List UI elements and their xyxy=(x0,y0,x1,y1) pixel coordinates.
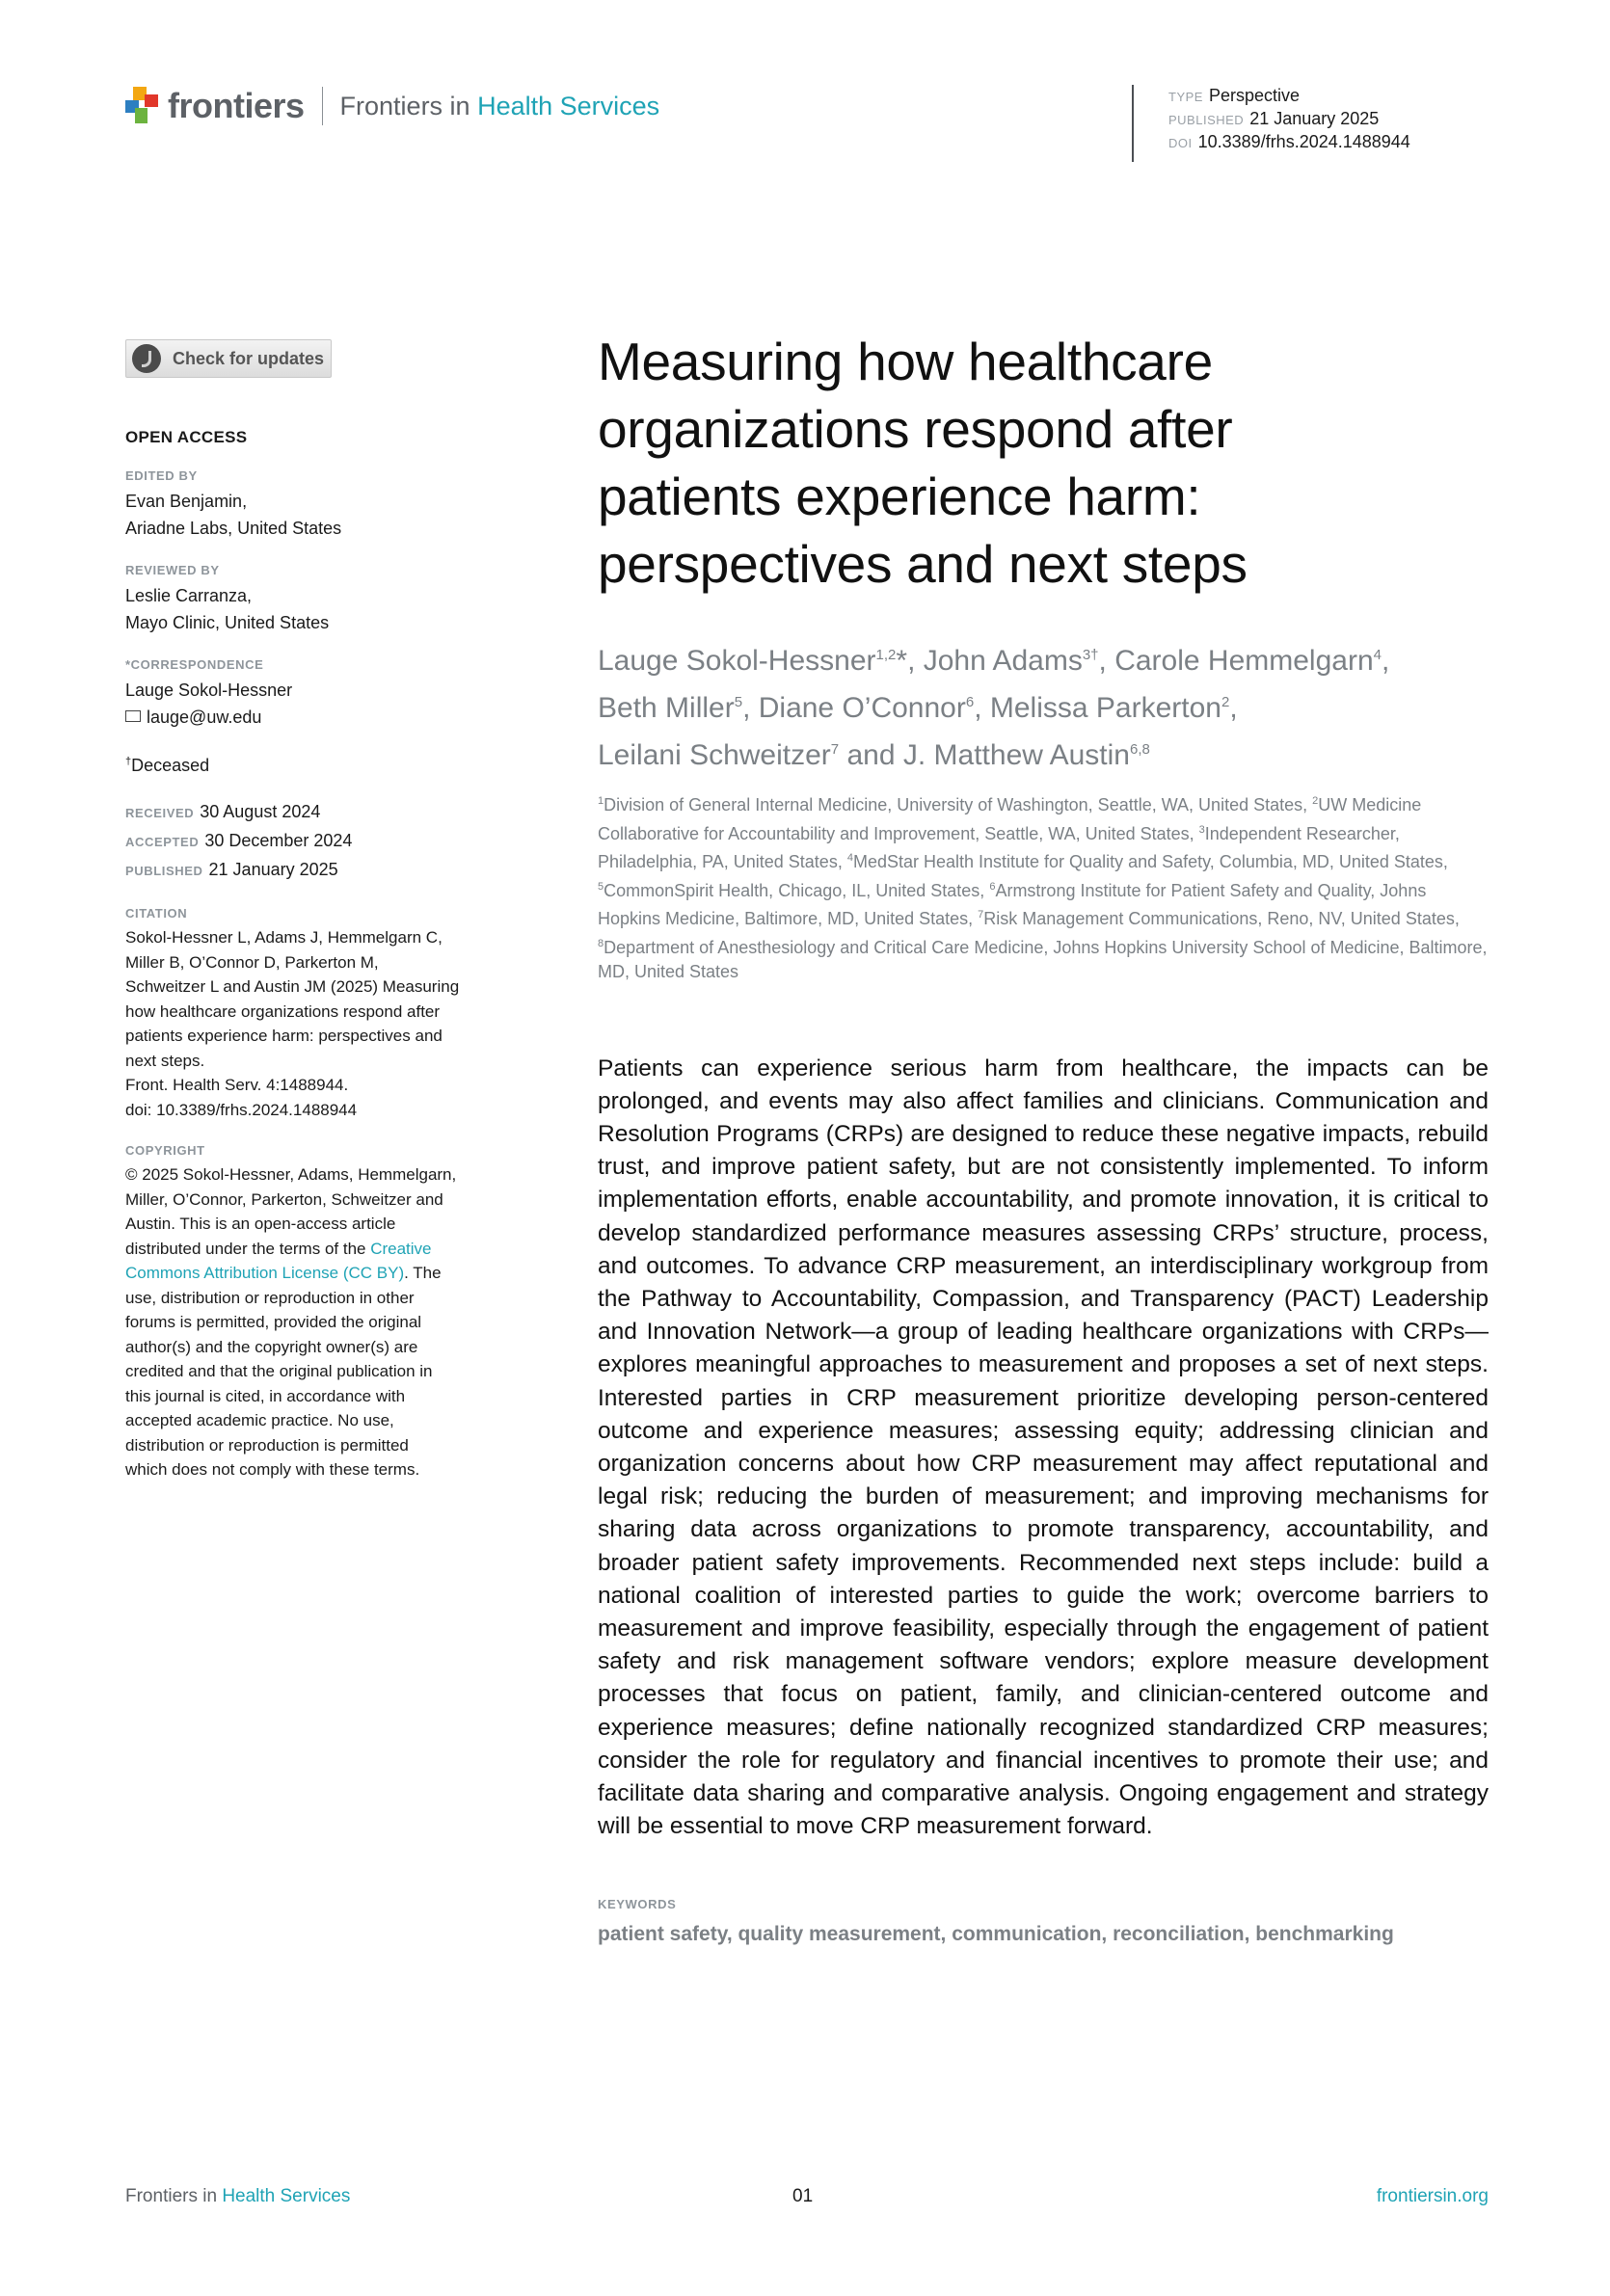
copyright-text xyxy=(125,1162,540,1482)
accepted-value: 30 December 2024 xyxy=(204,831,353,850)
doi-link[interactable]: 10.3389/frhs.2024.1488944 xyxy=(1197,132,1410,151)
affil-number: 5 xyxy=(598,880,604,893)
citation-line: how healthcare organizations respond after xyxy=(125,1001,441,1021)
affiliations xyxy=(598,789,1489,985)
author-affil-sup: 4 xyxy=(1373,647,1382,663)
dates-block xyxy=(125,798,540,885)
correspondence-name: Lauge Sokol-Hessner xyxy=(125,681,293,700)
sidebar-published-label: PUBLISHED xyxy=(125,864,203,878)
copyright-line: Austin. This is an open-access article xyxy=(125,1215,396,1233)
author-affil-sup: 2 xyxy=(1221,694,1230,710)
copyright-line: author(s) and the copyright owner(s) are xyxy=(125,1337,418,1356)
title-line: patients experience harm: xyxy=(598,467,1201,526)
author-affil-sup: 6,8 xyxy=(1129,741,1150,758)
author-line xyxy=(598,729,1489,776)
author-line xyxy=(598,681,1489,729)
brand-divider xyxy=(322,87,323,125)
affil-number: 6 xyxy=(989,880,996,893)
cc-license-link[interactable]: Creative xyxy=(370,1239,432,1258)
journal-name xyxy=(340,92,660,121)
citation-line: patients experience harm: perspectives and xyxy=(125,1027,443,1045)
copyright-line: use, distribution or reproduction in other xyxy=(125,1288,415,1307)
logo-wordmark: frontiers xyxy=(168,86,305,125)
affil-text: Armstrong Institute for Patient Safety and Quality, Johns Hopkins Medicine, Baltimore, MD, United States, xyxy=(598,880,1427,928)
sidebar xyxy=(125,339,540,1482)
author-name[interactable]: Melissa Parkerton xyxy=(989,692,1221,724)
affil-text: Independent Researcher, Philadelphia, PA, United States, xyxy=(598,823,1400,871)
author-mark: * xyxy=(896,645,908,677)
doi-label: DOI xyxy=(1168,136,1193,150)
deceased-note xyxy=(125,748,540,779)
copyright-line: © 2025 Sokol-Hessner, Adams, Hemmelgarn, xyxy=(125,1165,457,1184)
abstract: Patients can experience serious harm from healthcare, the impacts can be prolonged, and events may also affect families and clinicians. Communication and Resolution Programs (CRPs) are designed to reduce these negative impacts, rebuild trust, and improve patient safety, but are not consistently implemented. To inform implementation efforts, enable accountability, and promote innovation, it is critical to develop standardized performance measures assessing CRPs’ structure, process, and outcomes. To advance CRP measurement, an interdisciplinary workgroup from the Pathway to Accountability, Compassion, and Transparency (PACT) Leadership and Innovation Network—a group of leading healthcare organizations with CRPs—explores meaningful approaches to measurement and proposes a set of next steps. Interested parties in CRP measurement prioritize developing person-centered outcome and experience measures; assessing equity; addressing clinician and organization concerns about how CRP measurement may affect reputational and legal risk; reducing the burden of measurement; and improving mechanisms for sharing data across organizations to promote transparency, accountability, and broader patient safety improvements. Recommended next steps include: build a national coalition of interested parties to guide the work; overcome barriers to measurement and improve feasibility, especially through the engagement of patient safety and risk management software vendors; explore measure development processes that focus on patient, family, and clinician-centered outcome and experience measures; define nationally recognized standardized CRP measures; consider the role for regulatory and financial incentives to promote their use; and facilitate data sharing and comparative analysis. Ongoing engagement and strategy will be essential to move CRP measurement forward. xyxy=(598,1055,1489,1840)
affil-text: CommonSpirit Health, Chicago, IL, United States, xyxy=(604,880,990,900)
author-name[interactable]: John Adams xyxy=(923,645,1083,677)
author-name[interactable]: Carole Hemmelgarn xyxy=(1114,645,1374,677)
published-label: PUBLISHED xyxy=(1168,113,1245,127)
author-sep: , xyxy=(974,692,990,724)
author-sep: , xyxy=(907,645,924,677)
keywords: patient safety, quality measurement, communication, reconciliation, benchmarking xyxy=(598,1923,1394,1946)
footer-journal-highlight[interactable]: Health Services xyxy=(222,2186,351,2206)
affil-text: UW Medicine Collaborative for Accountability and Improvement, Seattle, WA, United States, xyxy=(598,795,1422,843)
received-value: 30 August 2024 xyxy=(200,802,321,821)
copyright-line: distribution or reproduction is permitted xyxy=(125,1435,409,1455)
author-affil-sup: 7 xyxy=(830,741,840,758)
citation-label: CITATION xyxy=(125,906,188,921)
affil-number: 8 xyxy=(598,937,604,949)
footer-journal-prefix: Frontiers in xyxy=(125,2186,218,2206)
author-affil-sup: 6 xyxy=(965,694,975,710)
footer-site-link[interactable]: frontiersin.org xyxy=(1376,2186,1489,2206)
sidebar-published-row xyxy=(125,856,540,885)
copyright-line xyxy=(125,1237,540,1262)
title-line: perspectives and next steps xyxy=(598,534,1248,594)
received-row xyxy=(125,798,540,827)
copyright-line: which does not comply with these terms. xyxy=(125,1460,420,1479)
citation-line: Sokol-Hessner L, Adams J, Hemmelgarn C, xyxy=(125,928,443,947)
keywords-label: KEYWORDS xyxy=(598,1897,677,1912)
journal-highlight: Health Services xyxy=(477,91,660,120)
author-name[interactable]: J. Matthew Austin xyxy=(902,739,1130,771)
author-name[interactable]: Beth Miller xyxy=(598,692,735,724)
deceased-text: Deceased xyxy=(131,756,210,775)
doi-row[interactable] xyxy=(1168,131,1410,154)
reviewer-name: Leslie Carranza, xyxy=(125,586,253,605)
cc-license-link-continued[interactable]: Commons Attribution License (CC BY) xyxy=(125,1264,405,1282)
affil-number: 7 xyxy=(978,909,984,921)
article-main xyxy=(598,328,1489,1946)
author-name[interactable]: Leilani Schweitzer xyxy=(598,739,831,771)
check-updates-label: Check for updates xyxy=(173,348,325,368)
published-value: 21 January 2025 xyxy=(1249,109,1380,128)
affil-number: 1 xyxy=(598,795,604,807)
type-row xyxy=(1168,85,1410,108)
article-meta xyxy=(1132,85,1410,162)
copyright-line: credited and that the original publication in xyxy=(125,1362,433,1380)
affil-text: Risk Management Communications, Reno, NV, United States, xyxy=(983,909,1460,928)
author-name[interactable]: Lauge Sokol-Hessner xyxy=(598,645,876,677)
envelope-icon xyxy=(125,710,141,722)
reviewer-affiliation: Mayo Clinic, United States xyxy=(125,613,330,632)
title-line: Measuring how healthcare xyxy=(598,332,1213,391)
citation-line: Miller B, O’Connor D, Parkerton M, xyxy=(125,952,379,972)
reviewed-by-label: REVIEWED BY xyxy=(125,563,220,577)
correspondence-email[interactable]: lauge@uw.edu xyxy=(147,707,262,727)
accepted-row xyxy=(125,827,540,856)
title-line: organizations respond after xyxy=(598,399,1233,459)
affil-number: 2 xyxy=(1312,795,1319,807)
author-sep: , xyxy=(1098,645,1115,677)
published-row xyxy=(1168,108,1410,131)
correspondence-email-row[interactable] xyxy=(125,704,540,731)
copyright-link-post: . The xyxy=(404,1264,442,1282)
frontiers-logo-icon xyxy=(125,87,160,125)
citation-text xyxy=(125,925,540,1122)
copyright-line xyxy=(125,1261,540,1286)
author-affil-sup: 1,2 xyxy=(875,647,897,663)
crossmark-icon xyxy=(132,344,161,373)
type-value: Perspective xyxy=(1208,86,1301,105)
open-access-heading: OPEN ACCESS xyxy=(125,428,248,446)
citation-line: Schweitzer L and Austin JM (2025) Measuring xyxy=(125,977,460,996)
check-for-updates-button[interactable] xyxy=(125,339,332,378)
affil-text: MedStar Health Institute for Quality and Safety, Columbia, MD, United States, xyxy=(852,852,1448,871)
citation-line: Front. Health Serv. 4:1488944. xyxy=(125,1076,349,1094)
author-sep: , xyxy=(1381,645,1390,677)
affil-text: Division of General Internal Medicine, University of Washington, Seattle, WA, United States, xyxy=(604,795,1313,814)
author-sep: , xyxy=(742,692,759,724)
journal-brand[interactable] xyxy=(125,85,659,127)
editor-affiliation: Ariadne Labs, United States xyxy=(125,519,342,538)
copyright-link-pre: distributed under the terms of the xyxy=(125,1239,371,1258)
accepted-label: ACCEPTED xyxy=(125,835,200,849)
citation-line: next steps. xyxy=(125,1051,205,1070)
correspondence-label: *CORRESPONDENCE xyxy=(125,657,264,672)
author-sep: , xyxy=(1229,692,1238,724)
footer-journal xyxy=(125,2186,350,2207)
copyright-label: COPYRIGHT xyxy=(125,1143,205,1158)
affil-text: Department of Anesthesiology and Critical Care Medicine, Johns Hopkins University School of Medicine, Baltimore, MD, United States xyxy=(598,937,1488,981)
author-line xyxy=(598,634,1489,681)
page-number: 01 xyxy=(792,2186,814,2206)
deceased-mark: † xyxy=(125,756,132,767)
author-affil-sup: 5 xyxy=(734,694,743,710)
affil-number: 3 xyxy=(1198,823,1205,836)
journal-prefix: Frontiers in xyxy=(339,91,470,120)
copyright-line: this journal is cited, in accordance with xyxy=(125,1386,406,1405)
author-affil-sup: 3† xyxy=(1082,647,1099,663)
citation-doi[interactable]: doi: 10.3389/frhs.2024.1488944 xyxy=(125,1100,358,1119)
edited-by-label: EDITED BY xyxy=(125,468,198,483)
copyright-line: Miller, O’Connor, Parkerton, Schweitzer and xyxy=(125,1189,443,1209)
author-list xyxy=(598,634,1489,776)
sidebar-published-value: 21 January 2025 xyxy=(208,860,338,879)
affil-number: 4 xyxy=(846,852,853,864)
copyright-line: accepted academic practice. No use, xyxy=(125,1411,394,1429)
received-label: RECEIVED xyxy=(125,806,195,820)
copyright-line: forums is permitted, provided the original xyxy=(125,1313,422,1331)
editor-name: Evan Benjamin, xyxy=(125,492,248,511)
author-sep: and xyxy=(839,739,903,771)
type-label: TYPE xyxy=(1168,90,1203,104)
article-title xyxy=(598,328,1489,598)
author-name[interactable]: Diane O’Connor xyxy=(758,692,966,724)
